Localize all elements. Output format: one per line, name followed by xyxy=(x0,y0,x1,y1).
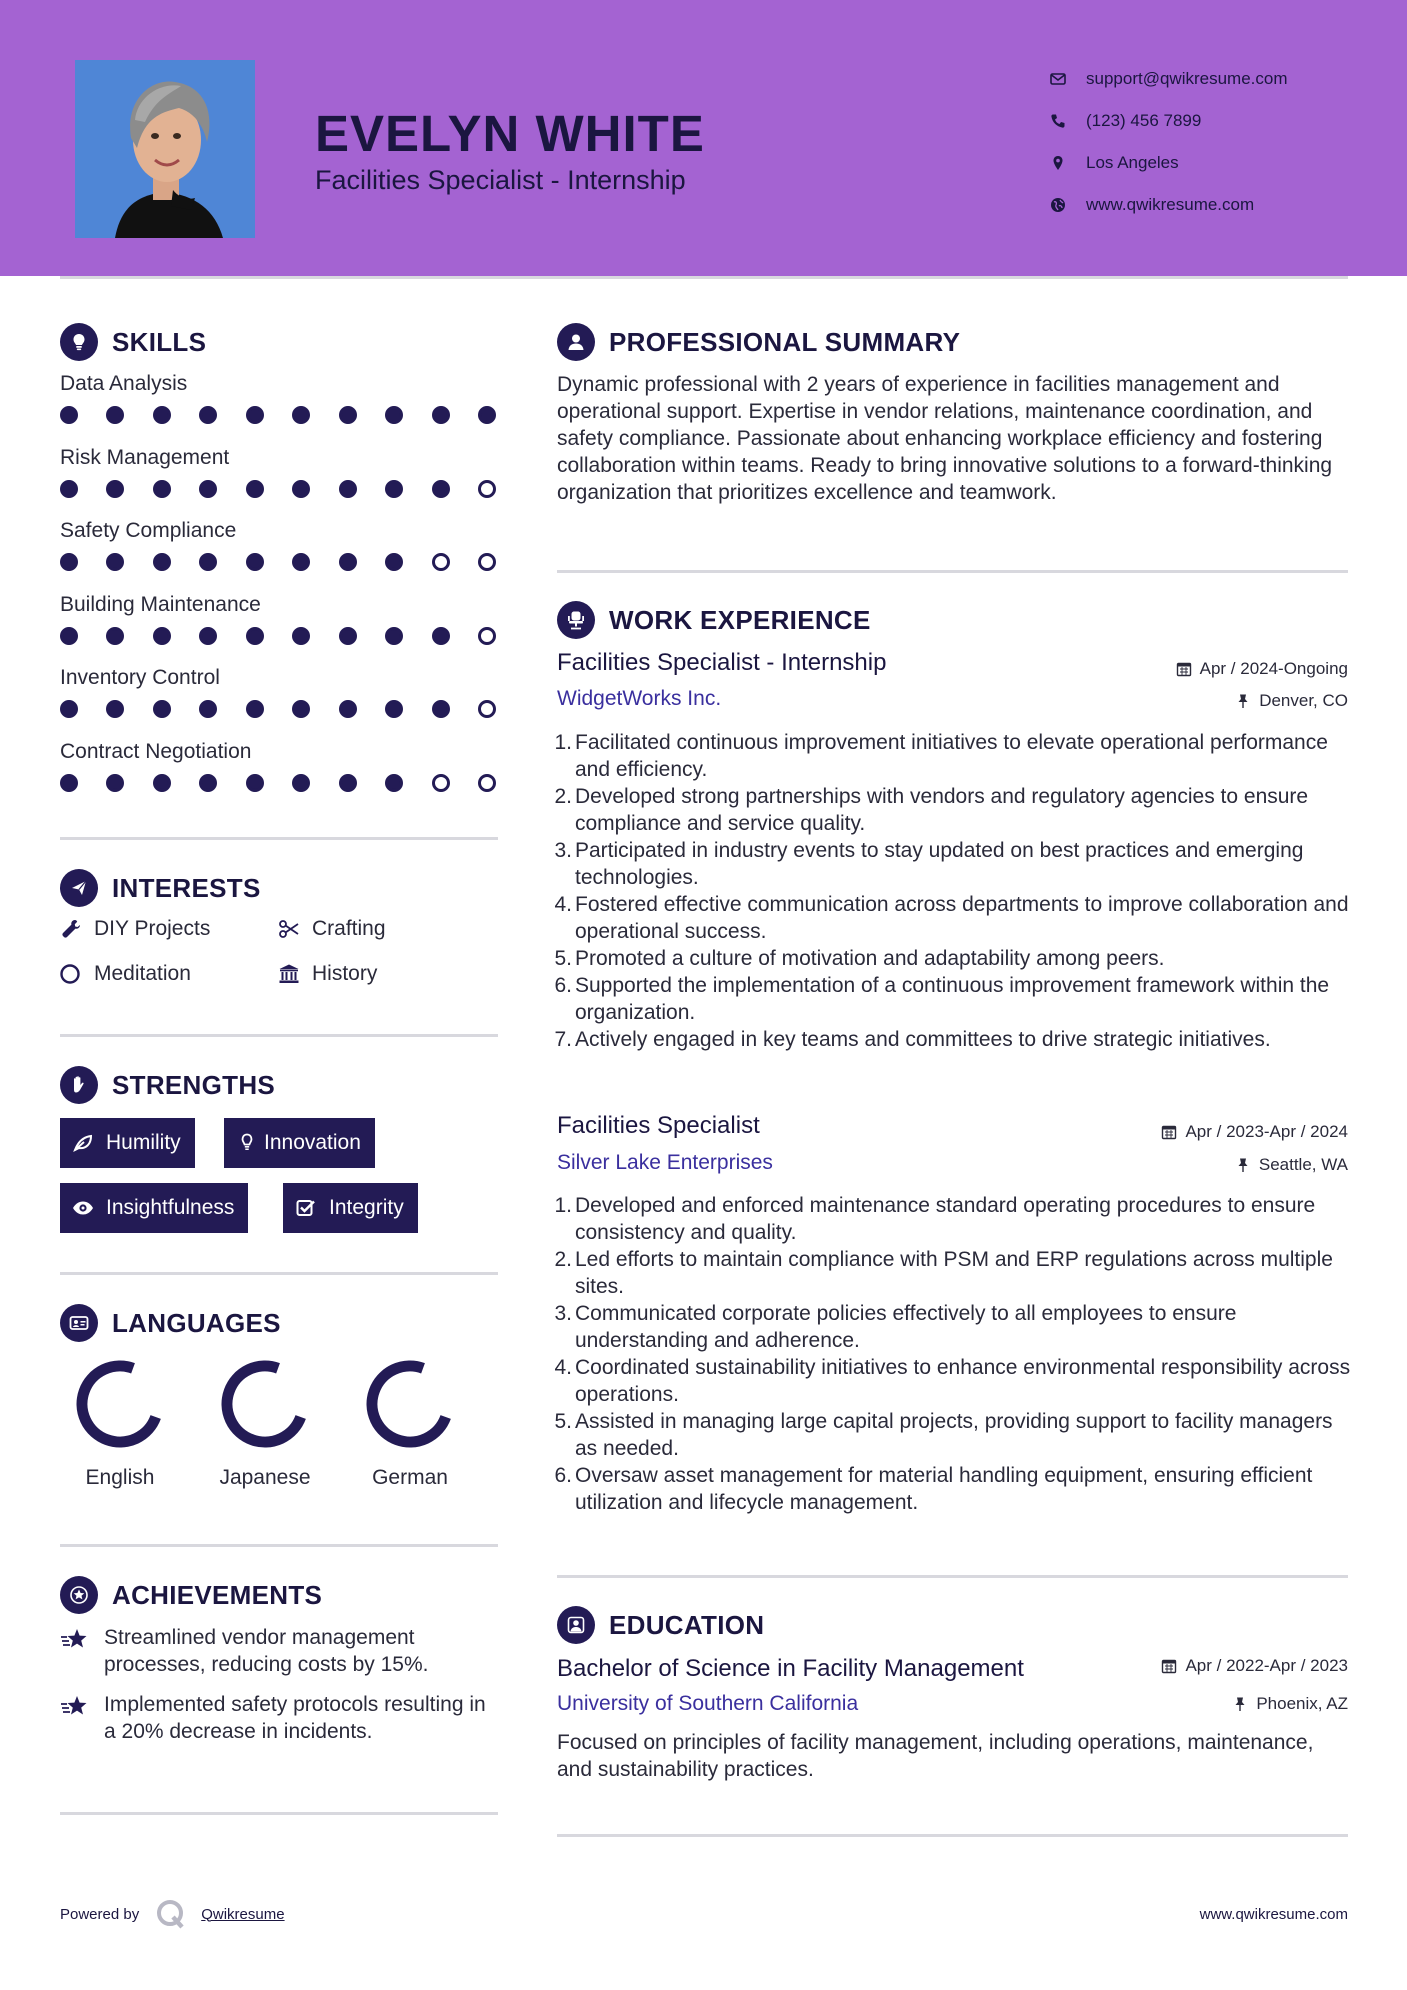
skill-rating xyxy=(60,406,496,424)
leaf-icon xyxy=(72,1132,106,1154)
contact-phone[interactable] xyxy=(1050,100,1288,142)
list-number: 4. xyxy=(554,893,572,916)
contact-website-text: www.qwikresume.com xyxy=(1086,195,1255,214)
rating-dot-filled xyxy=(246,700,264,718)
gauge-arc xyxy=(82,1366,156,1442)
envelope-icon xyxy=(1050,71,1086,87)
gauge-arc xyxy=(227,1366,301,1442)
rating-dot-filled xyxy=(339,627,357,645)
rating-dot-empty xyxy=(478,627,496,645)
rating-dot-filled xyxy=(292,774,310,792)
calendar-icon xyxy=(1176,661,1192,677)
rating-dot-filled xyxy=(106,700,124,718)
list-number: 1. xyxy=(554,731,572,754)
skill-name: Risk Management xyxy=(60,446,230,469)
responsibility-item xyxy=(552,972,1352,1026)
achievement-text: Streamlined vendor management processes, reducing costs by 15%. xyxy=(104,1626,429,1676)
interest-label: Meditation xyxy=(94,962,191,985)
achievement-text: Implemented safety protocols resulting in a 20% decrease in incidents. xyxy=(104,1693,486,1743)
list-number: 4. xyxy=(554,1356,572,1379)
scissors-icon xyxy=(278,918,312,940)
rating-dot-filled xyxy=(478,406,496,424)
list-number: 3. xyxy=(554,1302,572,1325)
star-badge-icon xyxy=(60,1576,98,1614)
interest-item-crafting xyxy=(278,917,386,941)
circle-icon xyxy=(60,963,94,985)
list-number: 6. xyxy=(554,974,572,997)
rating-dot-filled xyxy=(339,553,357,571)
responsibility-text: Developed strong partnerships with vendors and regulatory agencies to ensure compliance and service quality. xyxy=(575,785,1309,835)
rating-dot-filled xyxy=(60,774,78,792)
rating-dot-filled xyxy=(385,480,403,498)
responsibility-text: Developed and enforced maintenance standard operating procedures to ensure consistency and quality. xyxy=(575,1194,1316,1244)
list-number: 5. xyxy=(554,1410,572,1433)
responsibility-item xyxy=(552,1354,1352,1408)
rating-dot-filled xyxy=(339,480,357,498)
rating-dot-filled xyxy=(153,480,171,498)
job-location xyxy=(1235,1155,1348,1175)
rating-dot-filled xyxy=(246,627,264,645)
languages-heading: LANGUAGES xyxy=(112,1307,281,1338)
rating-dot-empty xyxy=(432,774,450,792)
rating-dot-filled xyxy=(60,406,78,424)
header-divider xyxy=(60,276,1348,279)
language-item xyxy=(60,1358,180,1490)
interest-label: DIY Projects xyxy=(94,917,211,940)
rating-dot-filled xyxy=(339,700,357,718)
rating-dot-filled xyxy=(292,700,310,718)
responsibility-text: Supported the implementation of a continuous improvement framework within the organization. xyxy=(575,974,1330,1024)
pushpin-icon xyxy=(1235,1157,1251,1173)
bank-icon xyxy=(278,963,312,985)
achievements-heading: ACHIEVEMENTS xyxy=(112,1579,323,1610)
rating-dot-empty xyxy=(478,700,496,718)
job-company: WidgetWorks Inc. xyxy=(557,687,722,710)
calendar-icon xyxy=(1161,1658,1177,1674)
responsibility-item xyxy=(552,1300,1352,1354)
education-section-header xyxy=(557,1606,764,1644)
skill-item xyxy=(60,372,500,424)
skill-item xyxy=(60,666,500,718)
rating-dot-filled xyxy=(60,700,78,718)
eye-icon xyxy=(72,1197,106,1219)
strengths-section-header xyxy=(60,1066,275,1104)
job-location xyxy=(1235,691,1348,711)
achievements-section-header xyxy=(60,1576,322,1614)
responsibility-item xyxy=(552,1408,1352,1462)
education-dates-text: Apr / 2022-Apr / 2023 xyxy=(1185,1656,1348,1675)
skills-section-header xyxy=(60,323,206,361)
rating-dot-filled xyxy=(199,627,217,645)
rating-dot-filled xyxy=(106,553,124,571)
skill-item xyxy=(60,519,500,571)
rating-dot-filled xyxy=(199,406,217,424)
responsibility-item xyxy=(552,729,1352,783)
list-number: 2. xyxy=(554,785,572,808)
contact-website[interactable] xyxy=(1050,184,1288,226)
pushpin-icon xyxy=(1235,693,1251,709)
skill-item xyxy=(60,446,500,498)
rating-dot-filled xyxy=(292,406,310,424)
checkbox-icon xyxy=(295,1197,329,1219)
portrait-image xyxy=(75,60,255,238)
strength-label: Innovation xyxy=(264,1131,361,1154)
skills-heading: SKILLS xyxy=(112,326,207,357)
profile-photo xyxy=(75,60,255,238)
contact-list xyxy=(1050,58,1288,226)
education-heading: EDUCATION xyxy=(609,1609,765,1640)
interests-heading: INTERESTS xyxy=(112,872,261,903)
rating-dot-filled xyxy=(339,774,357,792)
candidate-title: Facilities Specialist - Internship xyxy=(315,165,686,195)
rating-dot-filled xyxy=(60,480,78,498)
achievement-item xyxy=(60,1624,490,1678)
globe-icon xyxy=(1050,197,1086,213)
candidate-name: EVELYN WHITE xyxy=(315,105,705,162)
skill-name: Building Maintenance xyxy=(60,593,261,616)
interests-section-header xyxy=(60,869,261,907)
qwikresume-logo-icon xyxy=(155,1898,187,1930)
education-divider xyxy=(557,1834,1348,1837)
rating-dot-filled xyxy=(292,627,310,645)
education-location xyxy=(1232,1694,1348,1714)
rating-dot-filled xyxy=(199,553,217,571)
languages-section-header xyxy=(60,1304,281,1342)
education-dates xyxy=(1161,1656,1348,1676)
lightbulb-icon xyxy=(60,323,98,361)
wrench-icon xyxy=(60,918,94,940)
footer-powered-by xyxy=(60,1898,285,1930)
rating-dot-filled xyxy=(385,627,403,645)
rating-dot-filled xyxy=(199,480,217,498)
skills-divider xyxy=(60,837,498,840)
rating-dot-filled xyxy=(432,406,450,424)
star-icon xyxy=(60,1624,104,1678)
rating-dot-filled xyxy=(246,553,264,571)
rating-dot-filled xyxy=(199,700,217,718)
rating-dot-filled xyxy=(153,700,171,718)
job-responsibilities xyxy=(552,1192,1352,1516)
rating-dot-filled xyxy=(106,774,124,792)
skill-rating xyxy=(60,480,496,498)
responsibility-text: Assisted in managing large capital projects, providing support to facility managers as needed. xyxy=(575,1410,1333,1460)
job-location-text: Denver, CO xyxy=(1259,691,1348,710)
skill-rating xyxy=(60,553,496,571)
rating-dot-filled xyxy=(246,406,264,424)
contact-email[interactable] xyxy=(1050,58,1288,100)
language-proficiency-gauge xyxy=(364,1358,456,1450)
responsibility-item xyxy=(552,783,1352,837)
list-number: 7. xyxy=(554,1028,572,1051)
job-title: Facilities Specialist - Internship xyxy=(557,649,887,676)
contact-phone-text: (123) 456 7899 xyxy=(1086,111,1202,130)
experience-divider xyxy=(557,1575,1348,1578)
rating-dot-filled xyxy=(292,480,310,498)
rating-dot-filled xyxy=(385,700,403,718)
strengths-heading: STRENGTHS xyxy=(112,1069,276,1100)
skill-item xyxy=(60,593,500,645)
strength-tag-insightfulness xyxy=(60,1183,248,1233)
hand-icon xyxy=(60,1066,98,1104)
skill-rating xyxy=(60,774,496,792)
strength-tag-innovation xyxy=(224,1118,375,1168)
list-number: 5. xyxy=(554,947,572,970)
strength-label: Integrity xyxy=(329,1196,404,1219)
rating-dot-filled xyxy=(385,406,403,424)
interest-label: History xyxy=(312,962,378,985)
rating-dot-filled xyxy=(432,627,450,645)
education-degree: Bachelor of Science in Facility Management xyxy=(557,1655,1024,1682)
strengths-divider xyxy=(60,1272,498,1275)
language-name: Japanese xyxy=(219,1466,311,1489)
rating-dot-filled xyxy=(432,480,450,498)
rating-dot-filled xyxy=(432,700,450,718)
rating-dot-filled xyxy=(385,774,403,792)
responsibility-text: Actively engaged in key teams and committees to drive strategic initiatives. xyxy=(575,1028,1271,1051)
user-icon xyxy=(557,323,595,361)
responsibility-item xyxy=(552,891,1352,945)
responsibility-text: Fostered effective communication across departments to improve collaboration and operational success. xyxy=(575,893,1349,943)
strength-label: Humility xyxy=(106,1131,181,1154)
rating-dot-filled xyxy=(292,553,310,571)
list-number: 6. xyxy=(554,1464,572,1487)
strength-tag-integrity xyxy=(283,1183,418,1233)
language-item xyxy=(205,1358,325,1490)
job-dates-text: Apr / 2024-Ongoing xyxy=(1199,659,1348,678)
interest-item-diy-projects xyxy=(60,917,210,941)
skill-rating xyxy=(60,627,496,645)
rating-dot-filled xyxy=(385,553,403,571)
strength-label: Insightfulness xyxy=(106,1196,235,1219)
rating-dot-filled xyxy=(153,553,171,571)
interest-label: Crafting xyxy=(312,917,386,940)
responsibility-text: Facilitated continuous improvement initiatives to elevate operational performance and efficiency. xyxy=(575,731,1328,781)
skill-item xyxy=(60,740,500,792)
rating-dot-filled xyxy=(60,627,78,645)
experience-heading: WORK EXPERIENCE xyxy=(609,604,871,635)
rating-dot-empty xyxy=(478,480,496,498)
language-name: German xyxy=(372,1466,448,1489)
rating-dot-filled xyxy=(246,480,264,498)
rating-dot-empty xyxy=(478,553,496,571)
contact-location-text: Los Angeles xyxy=(1086,153,1179,172)
rating-dot-filled xyxy=(153,406,171,424)
responsibility-text: Promoted a culture of motivation and adaptability among peers. xyxy=(575,947,1165,970)
contact-location xyxy=(1050,142,1288,184)
responsibility-item xyxy=(552,1462,1352,1516)
id-card-icon xyxy=(60,1304,98,1342)
summary-heading: PROFESSIONAL SUMMARY xyxy=(609,326,961,357)
responsibility-item xyxy=(552,945,1352,972)
languages-divider xyxy=(60,1544,498,1547)
interests-divider xyxy=(60,1034,498,1037)
rating-dot-filled xyxy=(106,406,124,424)
skill-name: Inventory Control xyxy=(60,666,220,689)
responsibility-item xyxy=(552,1246,1352,1300)
list-number: 1. xyxy=(554,1194,572,1217)
language-proficiency-gauge xyxy=(219,1358,311,1450)
education-location-text: Phoenix, AZ xyxy=(1256,1694,1348,1713)
calendar-icon xyxy=(1161,1124,1177,1140)
achievements-divider xyxy=(60,1812,498,1815)
summary-text: Dynamic professional with 2 years of experience in facilities management and operational support. Expertise in vendor relations, maintenance coordination, and safety compliance. Passionate about enhancing workplace efficiency and fostering collaboration within teams. Ready to bring innovative solutions to a forward-thinking organization that prioritizes excellence and teamwork. xyxy=(557,373,1333,504)
achievement-item xyxy=(60,1691,490,1745)
rating-dot-filled xyxy=(153,627,171,645)
interest-item-history xyxy=(278,962,377,986)
rating-dot-filled xyxy=(106,480,124,498)
responsibility-text: Coordinated sustainability initiatives to enhance environmental responsibility across operations. xyxy=(575,1356,1351,1406)
office-chair-icon xyxy=(557,601,595,639)
contact-email-text: support@qwikresume.com xyxy=(1086,69,1288,88)
rating-dot-empty xyxy=(478,774,496,792)
education-school: University of Southern California xyxy=(557,1692,859,1715)
job-responsibilities xyxy=(552,729,1352,1053)
skill-name: Contract Negotiation xyxy=(60,740,252,763)
rating-dot-filled xyxy=(153,774,171,792)
responsibility-item xyxy=(552,837,1352,891)
list-number: 2. xyxy=(554,1248,572,1271)
responsibility-item xyxy=(552,1026,1352,1053)
summary-divider xyxy=(557,570,1348,573)
responsibility-text: Participated in industry events to stay updated on best practices and emerging technologies. xyxy=(575,839,1304,889)
responsibility-item xyxy=(552,1192,1352,1246)
language-item xyxy=(350,1358,470,1490)
phone-icon xyxy=(1050,113,1086,129)
footer-website[interactable]: www.qwikresume.com xyxy=(1199,1906,1348,1923)
rating-dot-filled xyxy=(199,774,217,792)
language-name: English xyxy=(85,1466,155,1489)
rating-dot-filled xyxy=(106,627,124,645)
job-location-text: Seattle, WA xyxy=(1258,1155,1348,1174)
job-title: Facilities Specialist xyxy=(557,1112,760,1139)
map-pin-icon xyxy=(1050,155,1086,171)
interest-item-meditation xyxy=(60,962,191,986)
graduate-icon xyxy=(557,1606,595,1644)
skill-rating xyxy=(60,700,496,718)
skill-name: Safety Compliance xyxy=(60,519,237,542)
job-dates xyxy=(1161,1122,1348,1142)
star-icon xyxy=(60,1691,104,1745)
paper-plane-icon xyxy=(60,869,98,907)
job-company: Silver Lake Enterprises xyxy=(557,1151,773,1174)
education-description: Focused on principles of facility management, including operations, maintenance, and sustainability practices. xyxy=(557,1731,1314,1781)
job-dates xyxy=(1176,659,1348,679)
pushpin-icon xyxy=(1232,1696,1248,1712)
gauge-arc xyxy=(372,1366,446,1442)
lightbulb-icon xyxy=(236,1132,264,1154)
job-dates-text: Apr / 2023-Apr / 2024 xyxy=(1185,1122,1348,1141)
responsibility-text: Communicated corporate policies effectively to all employees to ensure understanding and adherence. xyxy=(575,1302,1237,1352)
resume-header xyxy=(0,0,1407,276)
qwikresume-link[interactable]: Qwikresume xyxy=(201,1905,285,1923)
rating-dot-filled xyxy=(246,774,264,792)
responsibility-text: Oversaw asset management for material handling equipment, ensuring efficient utilization and lifecycle management. xyxy=(575,1464,1313,1514)
rating-dot-filled xyxy=(339,406,357,424)
strength-tag-humility xyxy=(60,1118,195,1168)
summary-section-header xyxy=(557,323,960,361)
skill-name: Data Analysis xyxy=(60,372,188,395)
experience-section-header xyxy=(557,601,871,639)
powered-by-text: Powered by xyxy=(60,1905,140,1923)
language-proficiency-gauge xyxy=(74,1358,166,1450)
rating-dot-filled xyxy=(60,553,78,571)
rating-dot-empty xyxy=(432,553,450,571)
list-number: 3. xyxy=(554,839,572,862)
responsibility-text: Led efforts to maintain compliance with PSM and ERP regulations across multiple sites. xyxy=(575,1248,1333,1298)
